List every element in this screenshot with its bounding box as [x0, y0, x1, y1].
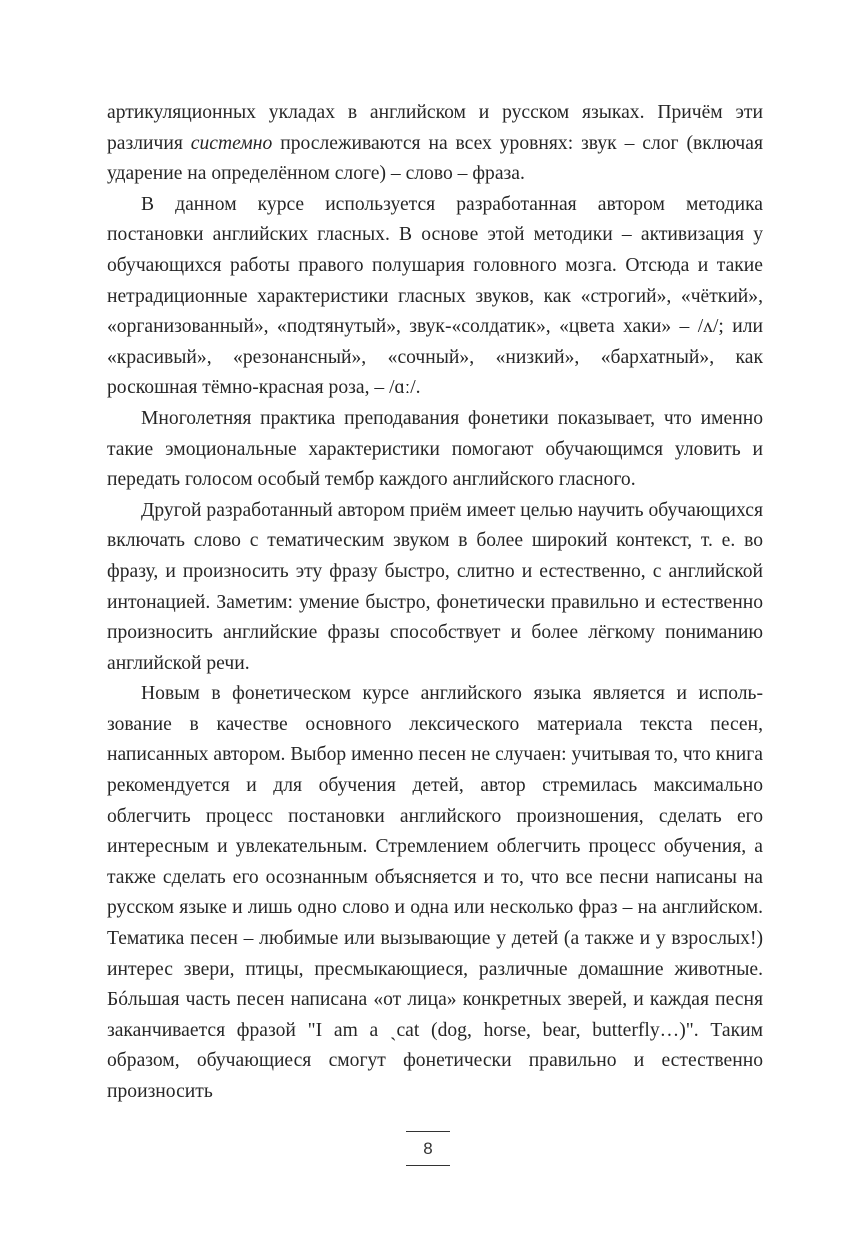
paragraph-5: Новым в фонетическом курсе английского языка является и использование в качестве основного лексического материала текста песен, написанных автором. Выбор именно песен не случаен: учитывая то, что книга рекомендуется и для обучения детей, автор стремилась максимально облегчить процесс постановки английского произношения, сделать его интересным и увлекательным. Стремлением облегчить процесс обучения, а также сделать его осознанным объясняется и то, что все песни написаны на русском языке и лишь одно слово и одна или несколько фраз – на английском. Тематика песен – любимые или вызывающие у детей (а также и у взрослых!) интерес звери, птицы, пресмыкающиеся, различные домашние животные. Бóльшая часть песен написана «от лица» конкретных зверей, и каждая песня заканчивается фразой "I am a ˎcat (dog, horse, bear, butterfly…)". Таким образом, обучающиеся смогут фонетически правильно и естественно произносить [107, 683, 763, 1102]
paragraph-1-after: прослеживаются на всех уровнях: звук – слог (включая ударение на определённом слоге) – слово – фраза. [107, 132, 763, 185]
paragraph-2: В данном курсе используется разработанная автором методика постановки английских гласных. В основе этой методики – активизация у обучающихся работы правого полушария головного мозга. Отсюда и такие нетрадиционные характеристики гласных звуков, как «строгий», «чёткий», «организованный», «подтянутый», звук-«солдатик», «цвета хаки» – /ʌ/; или «красивый», «резонансный», «сочный», «низкий», «бархатный», как роскошная тёмно-красная роза, – /ɑː/. [107, 193, 763, 399]
page-text [107, 98, 763, 1108]
page-number: 8 [423, 1139, 433, 1158]
paragraph-1-before: артикуляционных укладах в английском и русском языках. Причём эти различия [107, 102, 763, 154]
paragraph-1 [107, 98, 763, 190]
page-footer [406, 1131, 450, 1166]
paragraph-3: Многолетняя практика преподавания фонетики показывает, что именно такие эмоциональные характеристики помогают обучающимся уловить и передать голосом особый тембр каждого английского гласного. [107, 407, 763, 491]
paragraph-1-emphasis: системно [190, 132, 273, 154]
paragraph-4: Другой разработанный автором приём имеет целью научить обучающихся включать слово с тематическим звуком в более широкий контекст, т. е. во фразу, и произносить эту фразу быстро, слитно и естественно, с английской интонацией. Заметим: умение быстро, фонетически правильно и естественно произносить английские фразы способствует и более лёгкому пониманию английской речи. [107, 499, 763, 674]
